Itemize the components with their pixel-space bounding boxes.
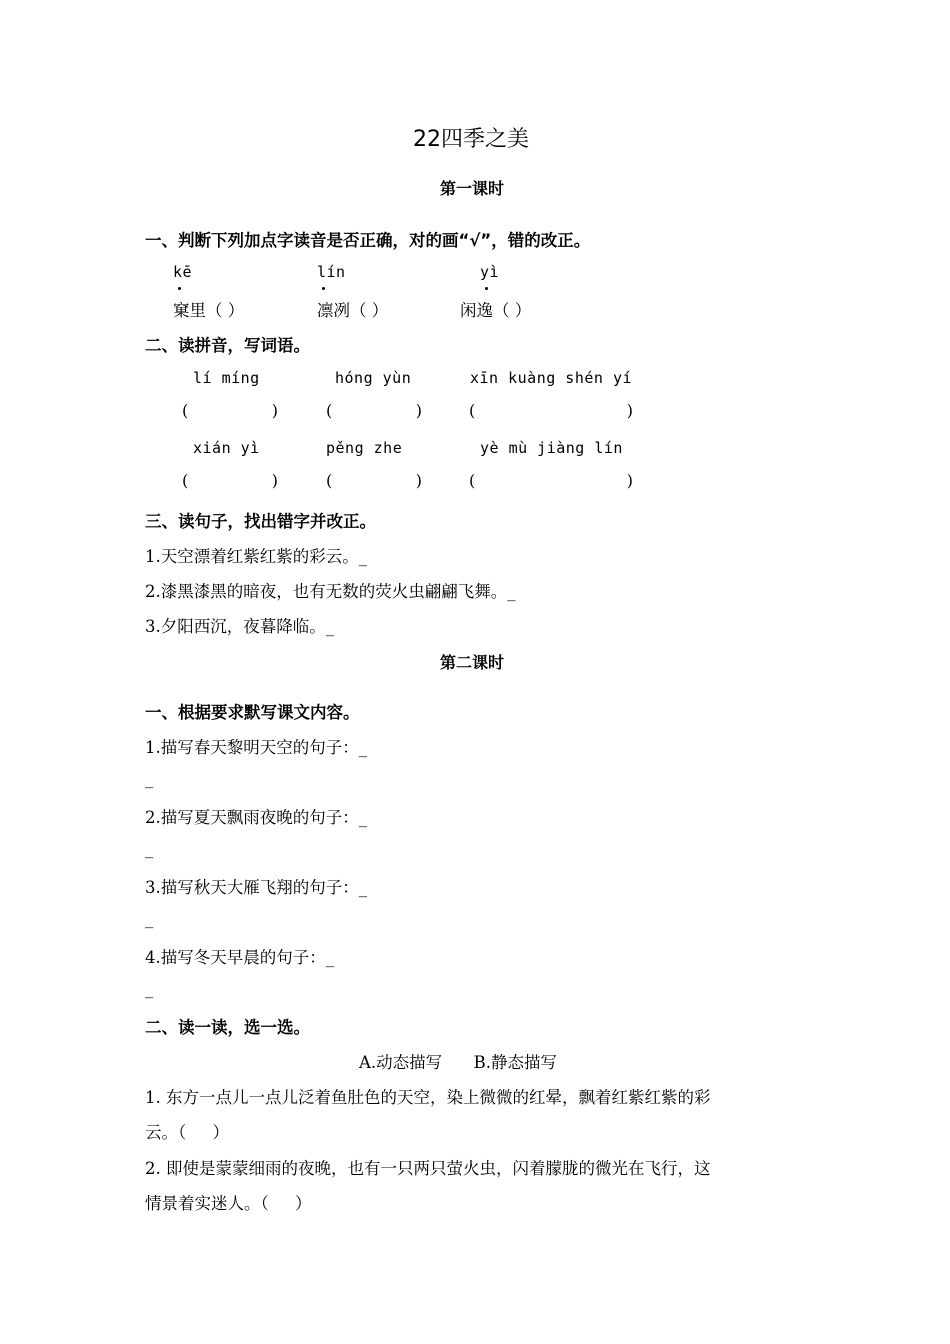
pinyin-liming: lí míng bbox=[193, 369, 260, 387]
choice-item-2-line-1: 2. 即使是蒙蒙细雨的夜晚，也有一只两只萤火虫，闪着朦胧的微光在飞行，这 bbox=[145, 1159, 711, 1178]
recite-item-3: 3.描写秋天大雁飞翔的句子：_ bbox=[145, 878, 367, 897]
word-item-2: 凛冽（ ） bbox=[317, 301, 389, 320]
pinyin-yi: yì bbox=[480, 263, 500, 281]
choice-options: A.动态描写 B.静态描写 bbox=[359, 1053, 557, 1072]
section-1-1-heading: 一、判断下列加点字读音是否正确，对的画“√”，错的改正。 bbox=[145, 231, 591, 250]
pinyin-hongyun: hóng yùn bbox=[335, 369, 412, 387]
choice-item-2-line-2: 情景着实迷人。（ ） bbox=[145, 1194, 312, 1213]
choice-item-1-line-1: 1. 东方一点儿一点儿泛着鱼肚色的天空，染上微微的红晕，飘着红紫红紫的彩 bbox=[145, 1088, 711, 1107]
answer-line[interactable]: _ bbox=[145, 839, 154, 858]
answer-line[interactable]: _ bbox=[145, 769, 154, 788]
recite-item-2: 2.描写夏天飘雨夜晚的句子：_ bbox=[145, 808, 367, 827]
pinyin-lin: lín bbox=[317, 263, 346, 281]
emphasis-dot bbox=[322, 287, 325, 290]
recite-item-1: 1.描写春天黎明天空的句子：_ bbox=[145, 738, 367, 757]
emphasis-dot bbox=[485, 287, 488, 290]
pinyin-ke: kē bbox=[173, 263, 193, 281]
sentence-item-1: 1.天空漂着红紫红紫的彩云。_ bbox=[145, 547, 367, 566]
section-1-3-heading: 三、读句子，找出错字并改正。 bbox=[145, 512, 376, 531]
emphasis-dot bbox=[178, 287, 181, 290]
answer-line[interactable]: _ bbox=[145, 909, 154, 928]
lesson-1-heading: 第一课时 bbox=[440, 179, 505, 198]
pinyin-pengzhe: pěng zhe bbox=[326, 439, 403, 457]
pinyin-xianyi: xián yì bbox=[193, 439, 260, 457]
word-item-1: 窠里（ ） bbox=[173, 301, 245, 320]
choice-item-1-line-2: 云。（ ） bbox=[145, 1123, 229, 1142]
word-item-3: 闲逸（ ） bbox=[460, 301, 532, 320]
page-title: 22四季之美 bbox=[413, 127, 529, 152]
sentence-item-3: 3.夕阳西沉，夜暮降临。_ bbox=[145, 617, 334, 636]
recite-item-4: 4.描写冬天早晨的句子：_ bbox=[145, 948, 334, 967]
section-2-2-heading: 二、读一读，选一选。 bbox=[145, 1018, 310, 1037]
lesson-2-heading: 第二课时 bbox=[440, 653, 505, 672]
pinyin-xinkuangshenyi: xīn kuàng shén yí bbox=[470, 369, 633, 387]
pinyin-yemujianglin: yè mù jiàng lín bbox=[480, 439, 623, 457]
answer-line[interactable]: _ bbox=[145, 979, 154, 998]
section-1-2-heading: 二、读拼音，写词语。 bbox=[145, 336, 310, 355]
sentence-item-2: 2.漆黑漆黑的暗夜，也有无数的荧火虫翩翩飞舞。_ bbox=[145, 582, 516, 601]
section-2-1-heading: 一、根据要求默写课文内容。 bbox=[145, 703, 360, 722]
